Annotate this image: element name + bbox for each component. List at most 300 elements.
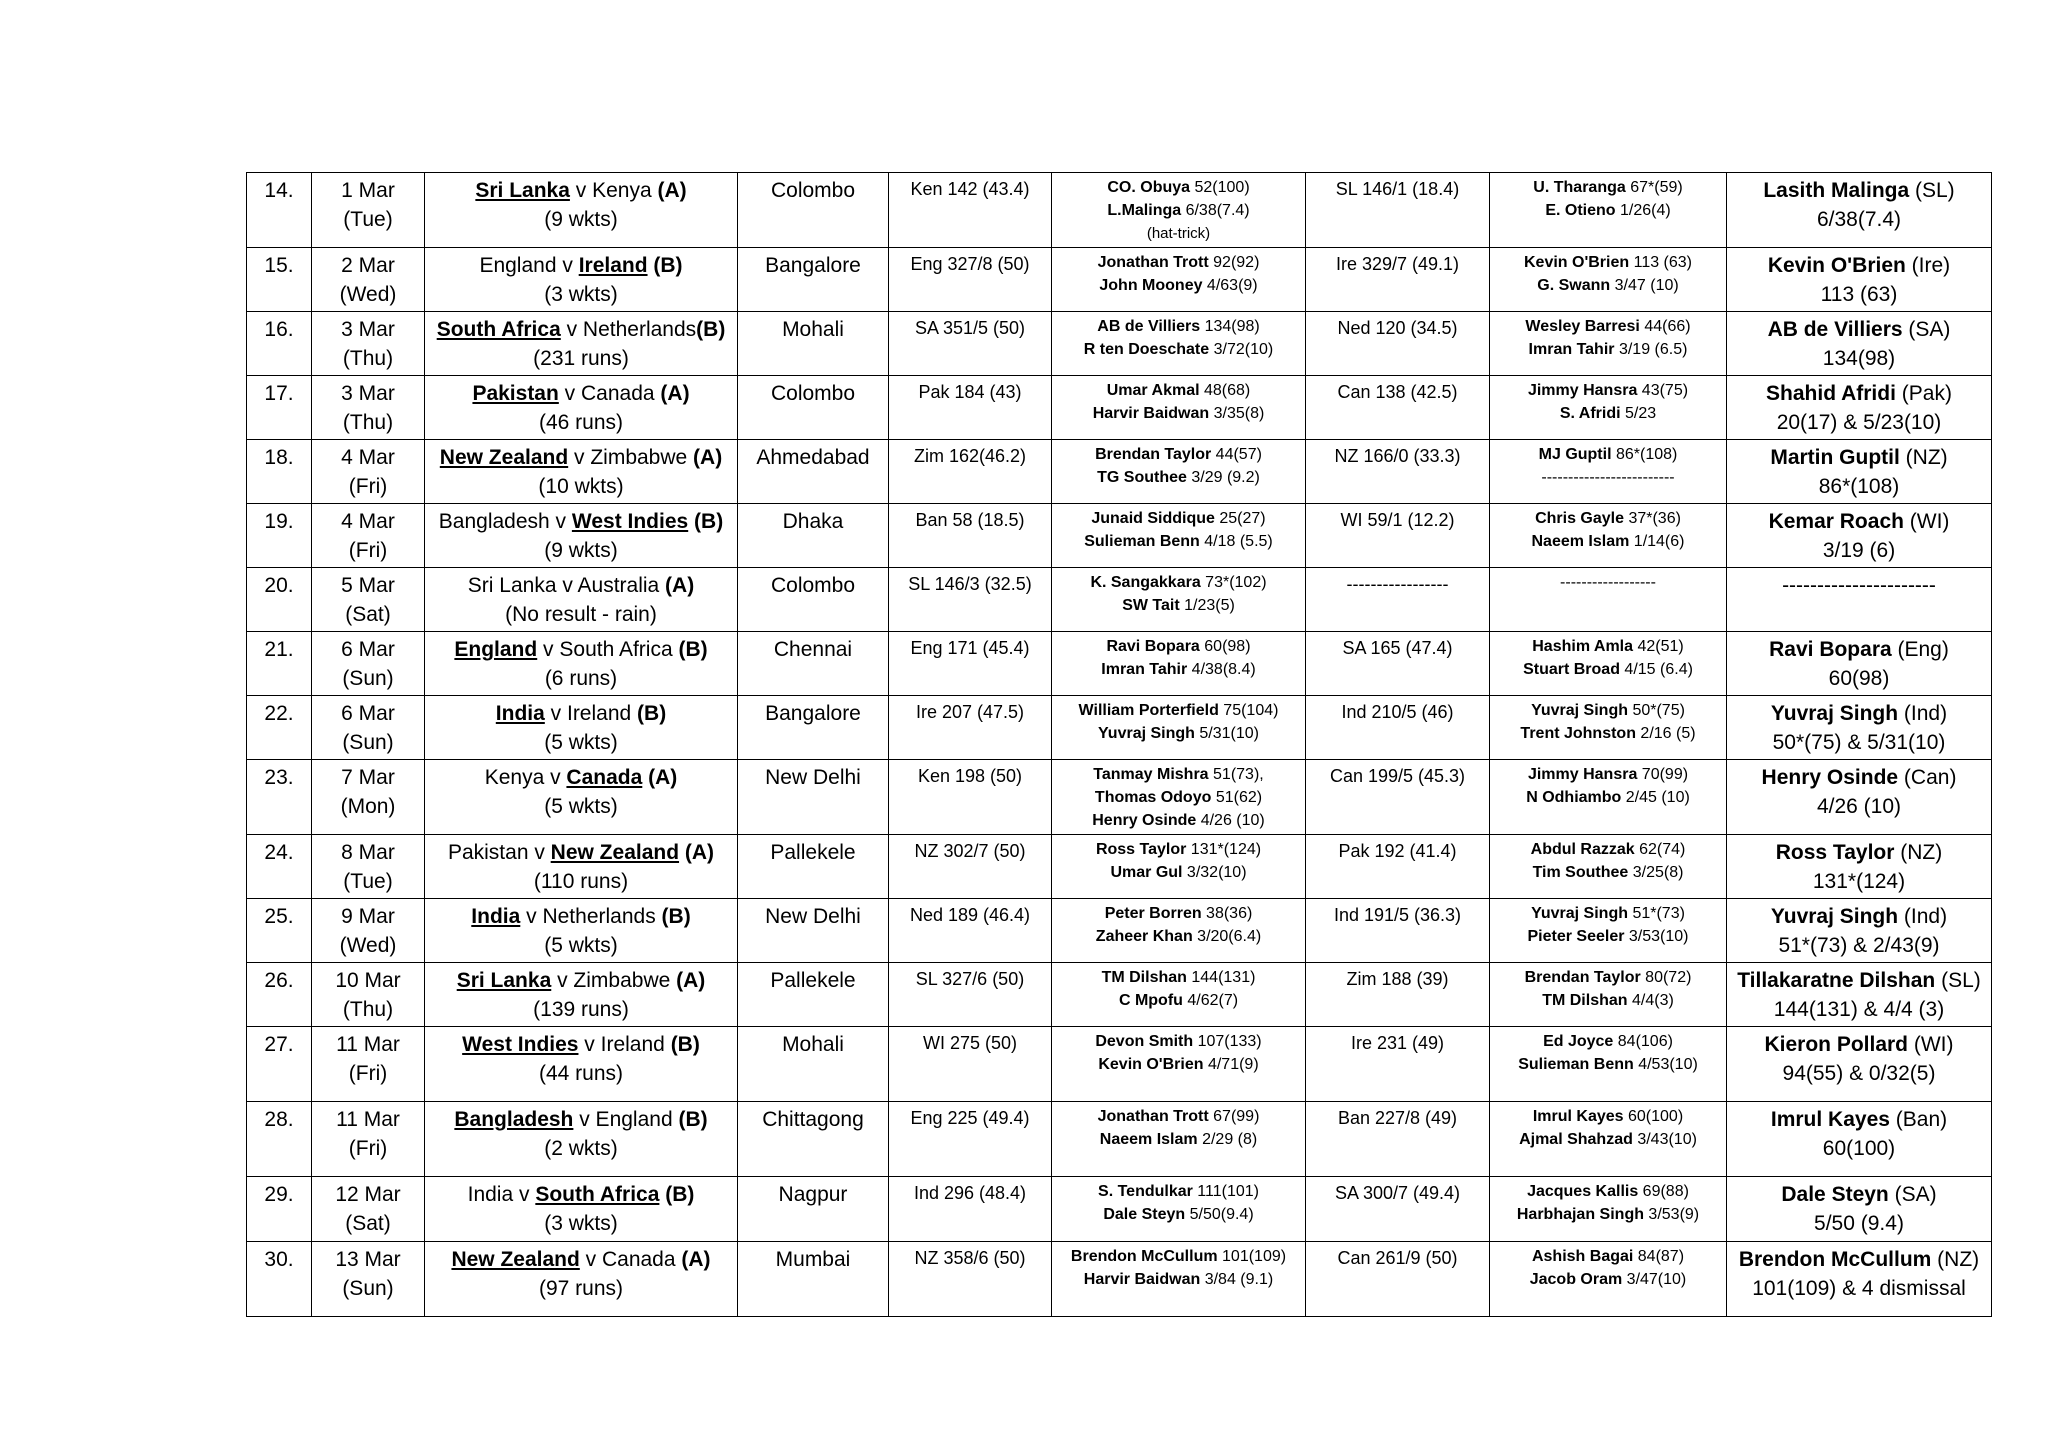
first-innings-score xyxy=(889,632,1052,696)
match-date xyxy=(312,312,425,376)
first-innings-score xyxy=(889,835,1052,899)
table-row xyxy=(247,899,1992,963)
mom-figures: 131*(124) xyxy=(1812,870,1906,893)
match-date xyxy=(312,1242,425,1317)
mom-team: (NZ) xyxy=(1931,1248,1980,1271)
mom-figures: 5/50 (9.4) xyxy=(1814,1212,1904,1235)
first-innings-score xyxy=(889,173,1052,248)
table-body xyxy=(247,173,1992,1317)
group-label: (A) xyxy=(676,969,706,992)
day-text: (Fri) xyxy=(348,1137,388,1160)
first-innings-score xyxy=(889,376,1052,440)
group-label: (B) xyxy=(637,702,667,725)
match-fixture xyxy=(425,312,738,376)
mom-line xyxy=(1731,176,1987,205)
player-name: Jacques Kallis xyxy=(1527,1183,1639,1200)
player-name: Harvir Baidwan xyxy=(1083,1271,1201,1288)
result-margin: (6 runs) xyxy=(544,667,618,690)
second-innings-score xyxy=(1306,963,1490,1027)
second-innings-performers xyxy=(1490,963,1727,1027)
table-row xyxy=(247,1177,1992,1242)
venue-text: New Delhi xyxy=(765,905,861,928)
score-text: Pak 184 (43) xyxy=(918,382,1022,402)
player-figures: 2/45 (10) xyxy=(1621,789,1690,806)
match-number-text: 21. xyxy=(264,638,294,661)
player-figures: 111(101) xyxy=(1192,1183,1259,1200)
mom-line xyxy=(1731,635,1987,664)
performance-line xyxy=(1056,763,1301,786)
performance-line xyxy=(1056,635,1301,658)
mom-player: Kemar Roach xyxy=(1768,510,1904,533)
date-text: 8 Mar xyxy=(341,841,395,864)
mom-player: Brendon McCullum xyxy=(1738,1248,1932,1271)
date-text: 7 Mar xyxy=(341,766,395,789)
player-figures: 3/84 (9.1) xyxy=(1200,1271,1274,1288)
result-margin: (44 runs) xyxy=(538,1062,624,1085)
winning-team: India xyxy=(495,702,545,725)
day-text: (Thu) xyxy=(342,998,394,1021)
player-figures: 69(88) xyxy=(1638,1183,1689,1200)
score-text: SL 146/1 (18.4) xyxy=(1335,179,1460,199)
match-number-text: 15. xyxy=(264,254,294,277)
match-date xyxy=(312,632,425,696)
first-innings-score xyxy=(889,760,1052,835)
venue xyxy=(738,963,889,1027)
venue-text: Bangalore xyxy=(765,254,861,277)
score-text: SA 165 (47.4) xyxy=(1342,638,1453,658)
first-innings-performers xyxy=(1052,312,1306,376)
match-number xyxy=(247,173,312,248)
mom-line xyxy=(1731,443,1987,472)
venue-text: New Delhi xyxy=(765,766,861,789)
match-date xyxy=(312,1027,425,1102)
player-name: S. Afridi xyxy=(1559,405,1621,422)
player-figures: 92(92) xyxy=(1208,254,1260,271)
match-date xyxy=(312,760,425,835)
player-figures: 37*(36) xyxy=(1624,510,1681,527)
match-fixture xyxy=(425,835,738,899)
match-date xyxy=(312,173,425,248)
score-text: Can 138 (42.5) xyxy=(1337,382,1458,402)
player-name: Harbhajan Singh xyxy=(1516,1206,1644,1223)
performance-line xyxy=(1056,1180,1301,1203)
first-innings-performers xyxy=(1052,963,1306,1027)
match-date xyxy=(312,696,425,760)
team-text: v Ireland xyxy=(544,702,638,725)
player-name: Jacob Oram xyxy=(1529,1271,1623,1288)
group-label: (A) xyxy=(657,179,687,202)
player-name: Jonathan Trott xyxy=(1097,254,1209,271)
venue-text: Bangalore xyxy=(765,702,861,725)
player-name: SW Tait xyxy=(1122,597,1180,614)
performance-line xyxy=(1494,199,1722,222)
performance-line xyxy=(1056,443,1301,466)
performance-line xyxy=(1056,1203,1301,1226)
date-text: 4 Mar xyxy=(341,510,395,533)
player-name: Naeem Islam xyxy=(1531,533,1630,550)
player-name: Abdul Razzak xyxy=(1530,841,1635,858)
match-number xyxy=(247,312,312,376)
mom-figures: 51*(73) & 2/43(9) xyxy=(1778,934,1940,957)
first-innings-score xyxy=(889,1177,1052,1242)
match-number xyxy=(247,760,312,835)
performance-line xyxy=(1494,466,1722,489)
player-figures: 67(99) xyxy=(1208,1108,1260,1125)
venue-text: Chittagong xyxy=(762,1108,864,1131)
player-name: S. Tendulkar xyxy=(1098,1183,1193,1200)
match-fixture xyxy=(425,899,738,963)
performance-line xyxy=(1494,635,1722,658)
winning-team: South Africa xyxy=(436,318,561,341)
match-number-text: 20. xyxy=(264,574,294,597)
player-name: E. Otieno xyxy=(1545,202,1616,219)
score-text: WI 275 (50) xyxy=(922,1033,1018,1053)
player-name: Imran Tahir xyxy=(1528,341,1615,358)
player-figures: ------------------------- xyxy=(1541,469,1675,486)
match-number xyxy=(247,1027,312,1102)
day-text: (Sat) xyxy=(345,1212,391,1235)
date-text: 10 Mar xyxy=(335,969,401,992)
mom-line xyxy=(1731,902,1987,931)
performance-line xyxy=(1056,466,1301,489)
score-text: Can 261/9 (50) xyxy=(1337,1248,1458,1268)
score-text: Ire 207 (47.5) xyxy=(915,702,1025,722)
player-name: Jimmy Hansra xyxy=(1527,382,1638,399)
performance-line xyxy=(1494,338,1722,361)
winning-team: Bangladesh xyxy=(454,1108,574,1131)
match-fixture xyxy=(425,1027,738,1102)
player-figures: 4/26 (10) xyxy=(1196,812,1265,829)
match-fixture xyxy=(425,376,738,440)
group-label: (A) xyxy=(693,446,723,469)
performance-line xyxy=(1494,530,1722,553)
date-text: 11 Mar xyxy=(336,1033,400,1056)
player-figures: 25(27) xyxy=(1214,510,1266,527)
player-name: Brendon McCullum xyxy=(1070,1248,1218,1265)
first-innings-performers xyxy=(1052,1177,1306,1242)
score-text: Pak 192 (41.4) xyxy=(1338,841,1457,861)
mom-line xyxy=(1731,315,1987,344)
man-of-the-match xyxy=(1727,696,1992,760)
team-text: England v xyxy=(479,254,579,277)
player-name: Ajmal Shahzad xyxy=(1519,1131,1633,1148)
mom-player: Ravi Bopara xyxy=(1769,638,1892,661)
match-number xyxy=(247,568,312,632)
date-text: 5 Mar xyxy=(341,574,395,597)
player-name: TM Dilshan xyxy=(1101,969,1187,986)
second-innings-score xyxy=(1306,248,1490,312)
player-name: AB de Villiers xyxy=(1097,318,1201,335)
fixture-line xyxy=(429,571,733,600)
player-figures: 3/29 (9.2) xyxy=(1186,469,1260,486)
venue xyxy=(738,173,889,248)
venue-text: Colombo xyxy=(770,574,856,597)
match-fixture xyxy=(425,568,738,632)
table-row xyxy=(247,1027,1992,1102)
fixture-line xyxy=(429,763,733,792)
performance-line xyxy=(1056,274,1301,297)
fixture-line xyxy=(429,251,733,280)
match-number-text: 27. xyxy=(264,1033,294,1056)
performance-line xyxy=(1056,786,1301,809)
team-text: v Netherlands xyxy=(520,905,662,928)
venue xyxy=(738,696,889,760)
mom-team: (NZ) xyxy=(1894,841,1943,864)
score-text: WI 59/1 (12.2) xyxy=(1340,510,1455,530)
match-number xyxy=(247,1242,312,1317)
day-text: (Sun) xyxy=(342,667,394,690)
second-innings-performers xyxy=(1490,376,1727,440)
performance-line xyxy=(1494,838,1722,861)
player-name: Yuvraj Singh xyxy=(1098,725,1195,742)
mom-line xyxy=(1731,966,1987,995)
performance-line xyxy=(1056,699,1301,722)
match-number-text: 14. xyxy=(264,179,294,202)
date-text: 6 Mar xyxy=(341,638,395,661)
match-number xyxy=(247,696,312,760)
man-of-the-match xyxy=(1727,504,1992,568)
day-text: (Thu) xyxy=(342,411,394,434)
performance-line xyxy=(1056,315,1301,338)
second-innings-performers xyxy=(1490,632,1727,696)
match-number xyxy=(247,835,312,899)
day-text: (Mon) xyxy=(340,795,396,818)
performance-line xyxy=(1056,809,1301,832)
mom-team: (SL) xyxy=(1935,969,1981,992)
mom-figures: 144(131) & 4/4 (3) xyxy=(1773,998,1945,1021)
second-innings-score xyxy=(1306,440,1490,504)
venue xyxy=(738,1177,889,1242)
date-text: 13 Mar xyxy=(335,1248,401,1271)
score-text: SA 351/5 (50) xyxy=(914,318,1026,338)
first-innings-score xyxy=(889,1027,1052,1102)
mom-figures: 101(109) & 4 dismissal xyxy=(1752,1277,1966,1300)
day-text: (Sun) xyxy=(342,731,394,754)
player-name: Pieter Seeler xyxy=(1527,928,1625,945)
player-figures: 3/25(8) xyxy=(1628,864,1684,881)
performance-line xyxy=(1494,1245,1722,1268)
second-innings-performers xyxy=(1490,440,1727,504)
match-number-text: 22. xyxy=(264,702,294,725)
venue xyxy=(738,1242,889,1317)
group-label: (B) xyxy=(678,1108,708,1131)
performance-line xyxy=(1056,571,1301,594)
mom-player: Kevin O'Brien xyxy=(1767,254,1906,277)
player-name: U. Tharanga xyxy=(1533,179,1626,196)
player-figures: 86*(108) xyxy=(1611,446,1678,463)
performance-line xyxy=(1056,402,1301,425)
player-figures: 107(133) xyxy=(1193,1033,1262,1050)
player-figures: 44(57) xyxy=(1211,446,1262,463)
performance-line xyxy=(1056,902,1301,925)
player-figures: 60(98) xyxy=(1199,638,1251,655)
player-figures: 134(98) xyxy=(1200,318,1260,335)
date-text: 3 Mar xyxy=(341,382,395,405)
winning-team: New Zealand xyxy=(439,446,569,469)
performance-line xyxy=(1494,861,1722,884)
table-row xyxy=(247,376,1992,440)
mom-figures: 113 (63) xyxy=(1820,283,1898,306)
score-text: Ind 296 (48.4) xyxy=(913,1183,1027,1203)
man-of-the-match xyxy=(1727,632,1992,696)
player-name: John Mooney xyxy=(1099,277,1203,294)
day-text: (Fri) xyxy=(348,1062,388,1085)
venue xyxy=(738,312,889,376)
man-of-the-match xyxy=(1727,173,1992,248)
mom-team: (Pak) xyxy=(1895,382,1952,405)
performance-line xyxy=(1494,379,1722,402)
winning-team: New Zealand xyxy=(550,841,680,864)
man-of-the-match xyxy=(1727,248,1992,312)
mom-player: Yuvraj Singh xyxy=(1770,905,1899,928)
player-figures: 52(100) xyxy=(1190,179,1250,196)
venue-text: Colombo xyxy=(770,179,856,202)
first-innings-performers xyxy=(1052,1242,1306,1317)
performance-line xyxy=(1494,763,1722,786)
player-figures: 4/53(10) xyxy=(1633,1056,1698,1073)
group-label: (A) xyxy=(660,382,690,405)
team-text: v Kenya xyxy=(569,179,658,202)
match-number xyxy=(247,963,312,1027)
player-figures: ------------------ xyxy=(1560,574,1656,591)
mom-figures: 86*(108) xyxy=(1818,475,1900,498)
player-figures: 48(68) xyxy=(1199,382,1251,399)
team-text: v South Africa xyxy=(537,638,679,661)
player-name: TM Dilshan xyxy=(1542,992,1628,1009)
match-number-text: 24. xyxy=(264,841,294,864)
group-label: (A) xyxy=(684,841,715,864)
group-label: (B) xyxy=(653,254,683,277)
result-margin: (5 wkts) xyxy=(544,731,618,754)
score-text: Ned 120 (34.5) xyxy=(1337,318,1458,338)
player-figures: 3/53(10) xyxy=(1624,928,1689,945)
score-text: Ban 227/8 (49) xyxy=(1337,1108,1458,1128)
second-innings-performers xyxy=(1490,1242,1727,1317)
player-figures: 4/38(8.4) xyxy=(1187,661,1256,678)
score-text: SA 300/7 (49.4) xyxy=(1334,1183,1461,1203)
mom-line xyxy=(1731,838,1987,867)
mom-figures: 50*(75) & 5/31(10) xyxy=(1772,731,1946,754)
player-figures: 43(75) xyxy=(1637,382,1689,399)
match-date xyxy=(312,440,425,504)
day-text: (Wed) xyxy=(339,283,397,306)
match-number-text: 28. xyxy=(264,1108,294,1131)
mom-team: (SA) xyxy=(1888,1183,1937,1206)
mom-team: (NZ) xyxy=(1899,446,1948,469)
first-innings-performers xyxy=(1052,173,1306,248)
fixture-line xyxy=(429,1180,733,1209)
player-name: Umar Gul xyxy=(1110,864,1183,881)
player-figures: 1/23(5) xyxy=(1179,597,1235,614)
result-margin: (3 wkts) xyxy=(544,283,618,306)
match-fixture xyxy=(425,760,738,835)
player-name: Imrul Kayes xyxy=(1532,1108,1624,1125)
match-fixture xyxy=(425,1102,738,1177)
team-text: Sri Lanka v Australia xyxy=(467,574,666,597)
table-row xyxy=(247,1102,1992,1177)
player-name: Peter Borren xyxy=(1104,905,1202,922)
score-text: Eng 171 (45.4) xyxy=(910,638,1030,658)
player-figures: 50*(75) xyxy=(1628,702,1685,719)
score-text: Eng 225 (49.4) xyxy=(910,1108,1030,1128)
venue-text: Mohali xyxy=(782,1033,844,1056)
team-text: v Netherlands xyxy=(560,318,697,341)
match-number-text: 26. xyxy=(264,969,294,992)
fixture-line xyxy=(429,966,733,995)
result-margin: (No result - rain) xyxy=(505,603,657,626)
team-text: v Zimbabwe xyxy=(551,969,677,992)
player-figures: 2/29 (8) xyxy=(1197,1131,1258,1148)
player-figures: 1/26(4) xyxy=(1615,202,1671,219)
first-innings-performers xyxy=(1052,1027,1306,1102)
match-date xyxy=(312,1102,425,1177)
day-text: (Sat) xyxy=(345,603,391,626)
player-figures: 3/20(6.4) xyxy=(1192,928,1262,945)
player-figures: 62(74) xyxy=(1634,841,1686,858)
fixture-line xyxy=(429,315,733,344)
performance-line xyxy=(1056,838,1301,861)
match-fixture xyxy=(425,696,738,760)
performance-line xyxy=(1056,530,1301,553)
match-number xyxy=(247,248,312,312)
winning-team: South Africa xyxy=(535,1183,660,1206)
mom-team: (Eng) xyxy=(1891,638,1949,661)
performance-line xyxy=(1056,379,1301,402)
mom-figures: 60(100) xyxy=(1822,1137,1896,1160)
result-margin: (9 wkts) xyxy=(544,539,618,562)
player-figures: 51*(73) xyxy=(1628,905,1685,922)
first-innings-performers xyxy=(1052,899,1306,963)
mom-player: Imrul Kayes xyxy=(1770,1108,1890,1131)
venue-text: Mumbai xyxy=(775,1248,851,1271)
first-innings-performers xyxy=(1052,696,1306,760)
group-label: (B) xyxy=(670,1033,700,1056)
player-name: Trent Johnston xyxy=(1520,725,1636,742)
venue xyxy=(738,1102,889,1177)
score-text: Ire 231 (49) xyxy=(1350,1033,1445,1053)
fixture-line xyxy=(429,379,733,408)
match-number-text: 29. xyxy=(264,1183,294,1206)
man-of-the-match xyxy=(1727,1177,1992,1242)
player-figures: 3/53(9) xyxy=(1643,1206,1700,1223)
performance-line xyxy=(1056,1268,1301,1291)
performance-line xyxy=(1056,222,1301,245)
player-name: Zaheer Khan xyxy=(1095,928,1193,945)
winning-team: New Zealand xyxy=(451,1248,580,1271)
player-name: Sulieman Benn xyxy=(1084,533,1200,550)
match-number-text: 25. xyxy=(264,905,294,928)
player-figures: 2/16 (5) xyxy=(1635,725,1696,742)
group-label: (A) xyxy=(681,1248,711,1271)
player-figures: 101(109) xyxy=(1217,1248,1287,1265)
mom-team: (Ind) xyxy=(1898,702,1948,725)
team-text: v England xyxy=(573,1108,679,1131)
player-figures: 67*(59) xyxy=(1625,179,1683,196)
mom-team: ---------------------- xyxy=(1782,574,1936,597)
score-text: Zim 162(46.2) xyxy=(913,446,1027,466)
player-name: Yuvraj Singh xyxy=(1531,702,1628,719)
player-figures: 3/72(10) xyxy=(1209,341,1274,358)
player-figures: 131*(124) xyxy=(1186,841,1262,858)
player-figures: 73*(102) xyxy=(1200,574,1267,591)
second-innings-performers xyxy=(1490,696,1727,760)
player-figures: 3/32(10) xyxy=(1182,864,1247,881)
venue xyxy=(738,440,889,504)
group-label: (B) xyxy=(665,1183,695,1206)
player-name: Sulieman Benn xyxy=(1518,1056,1634,1073)
score-text: Eng 327/8 (50) xyxy=(910,254,1030,274)
performance-line xyxy=(1494,251,1722,274)
